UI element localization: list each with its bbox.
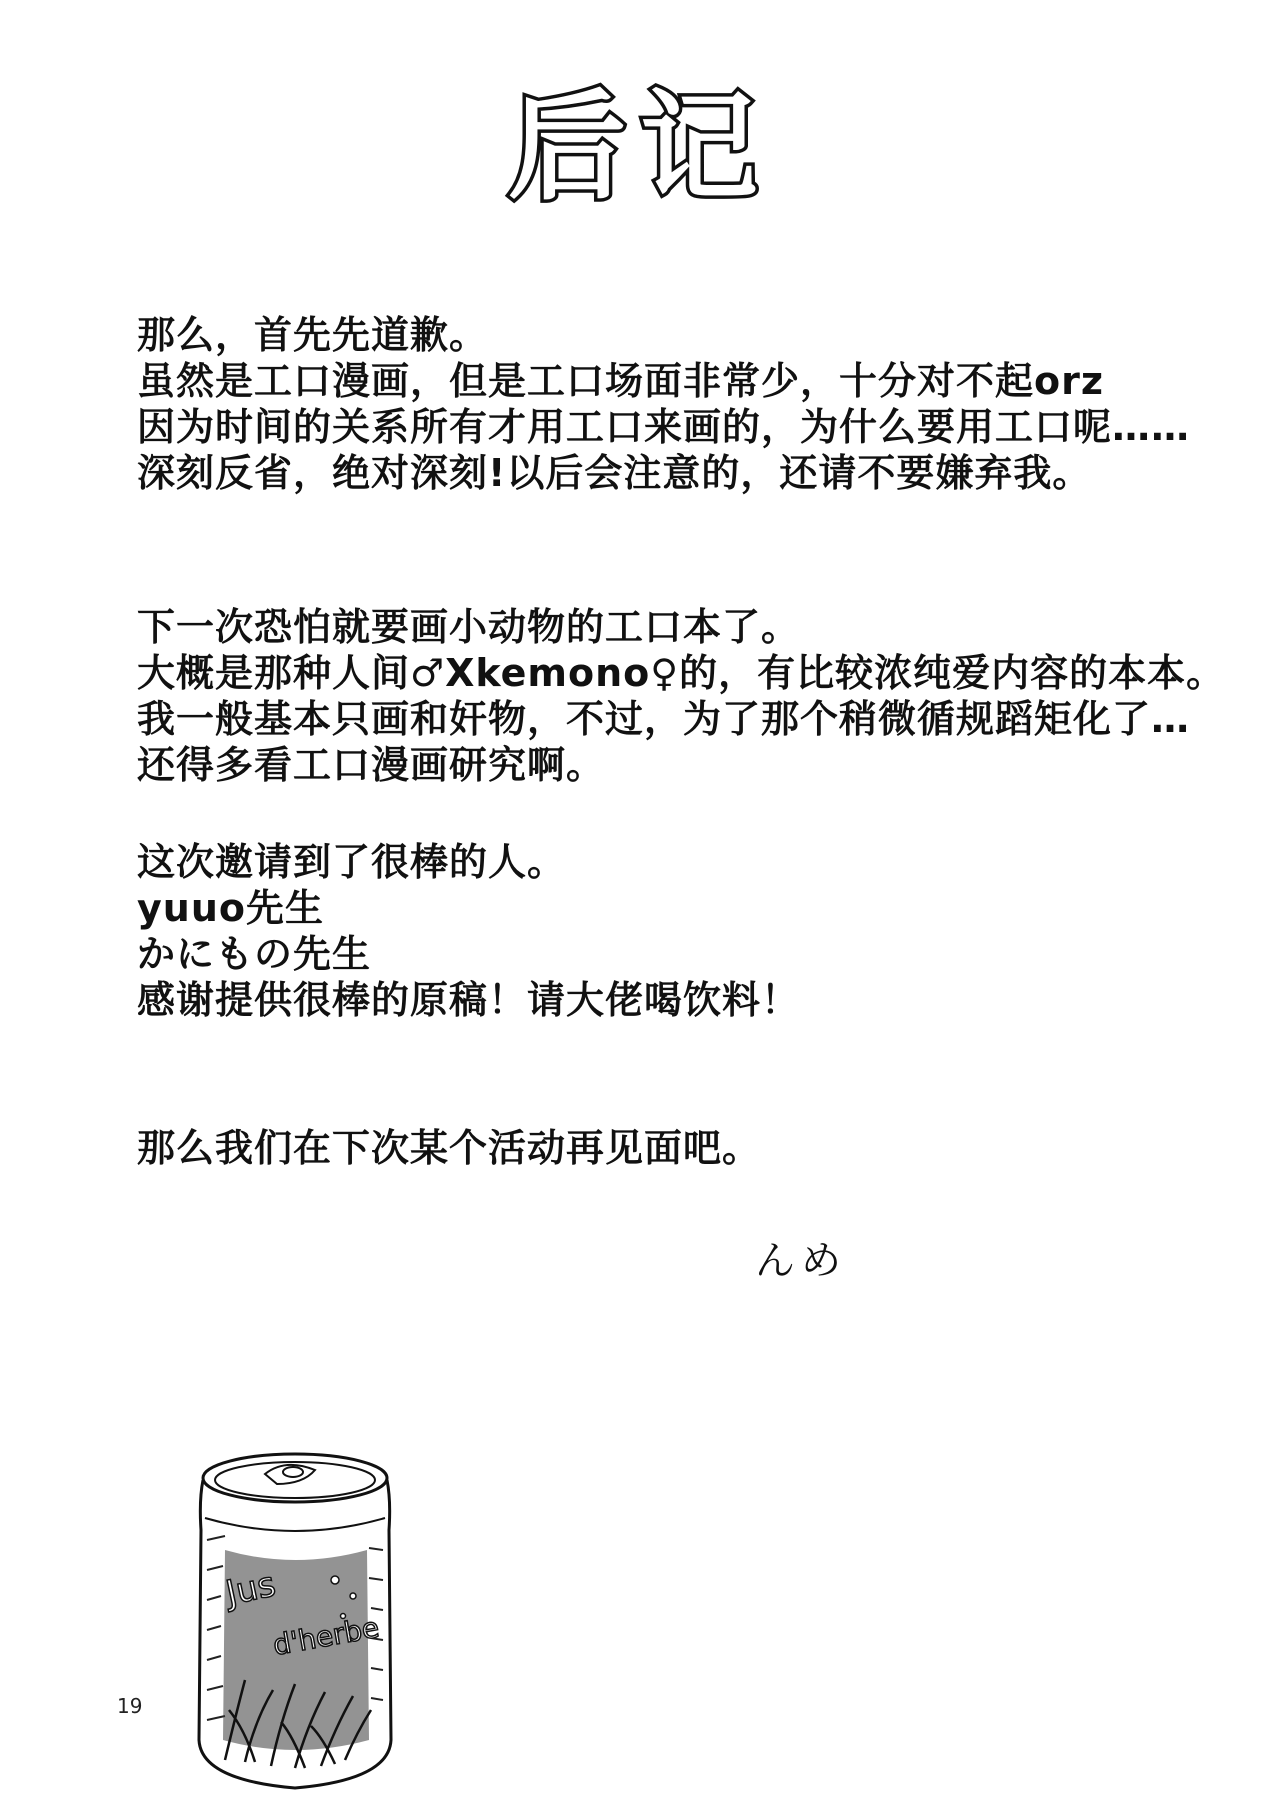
paragraph-apology <box>137 312 1237 496</box>
text-line: 因为时间的关系所有才用工口来画的，为什么要用工口呢…… <box>137 405 1191 449</box>
can-label-line1: Jus <box>222 1564 280 1614</box>
text-line: かにもの先生 <box>137 932 372 976</box>
paragraph-farewell <box>137 1125 1237 1171</box>
text-line: 那么，首先先道歉。 <box>137 313 489 357</box>
page-number: 19 <box>117 1694 143 1718</box>
text-line: 感谢提供很棒的原稿！请大佬喝饮料！ <box>137 978 801 1022</box>
text-line: 那么我们在下次某个活动再见面吧。 <box>137 1126 762 1170</box>
paragraph-thanks <box>137 839 1237 1023</box>
page-title: 后记 <box>507 78 772 216</box>
text-line: yuuo先生 <box>137 886 324 930</box>
text-line: 这次邀请到了很棒的人。 <box>137 840 567 884</box>
paragraph-next-book <box>137 604 1237 788</box>
juice-can-illustration <box>185 1440 405 1800</box>
text-line: 深刻反省，绝对深刻!以后会注意的，还请不要嫌弃我。 <box>137 451 1092 495</box>
can-label-line2: d'herbe <box>270 1610 382 1662</box>
text-line: 大概是那种人间♂Xkemono♀的，有比较浓纯爱内容的本本。 <box>137 651 1226 695</box>
text-line: 我一般基本只画和奸物，不过，为了那个稍微循规蹈矩化了… <box>137 697 1191 741</box>
text-line: 虽然是工口漫画，但是工口场面非常少，十分对不起orz <box>137 359 1104 403</box>
text-line: 下一次恐怕就要画小动物的工口本了。 <box>137 605 801 649</box>
author-signature: んめ <box>755 1238 847 1284</box>
text-line: 还得多看工口漫画研究啊。 <box>137 743 606 787</box>
